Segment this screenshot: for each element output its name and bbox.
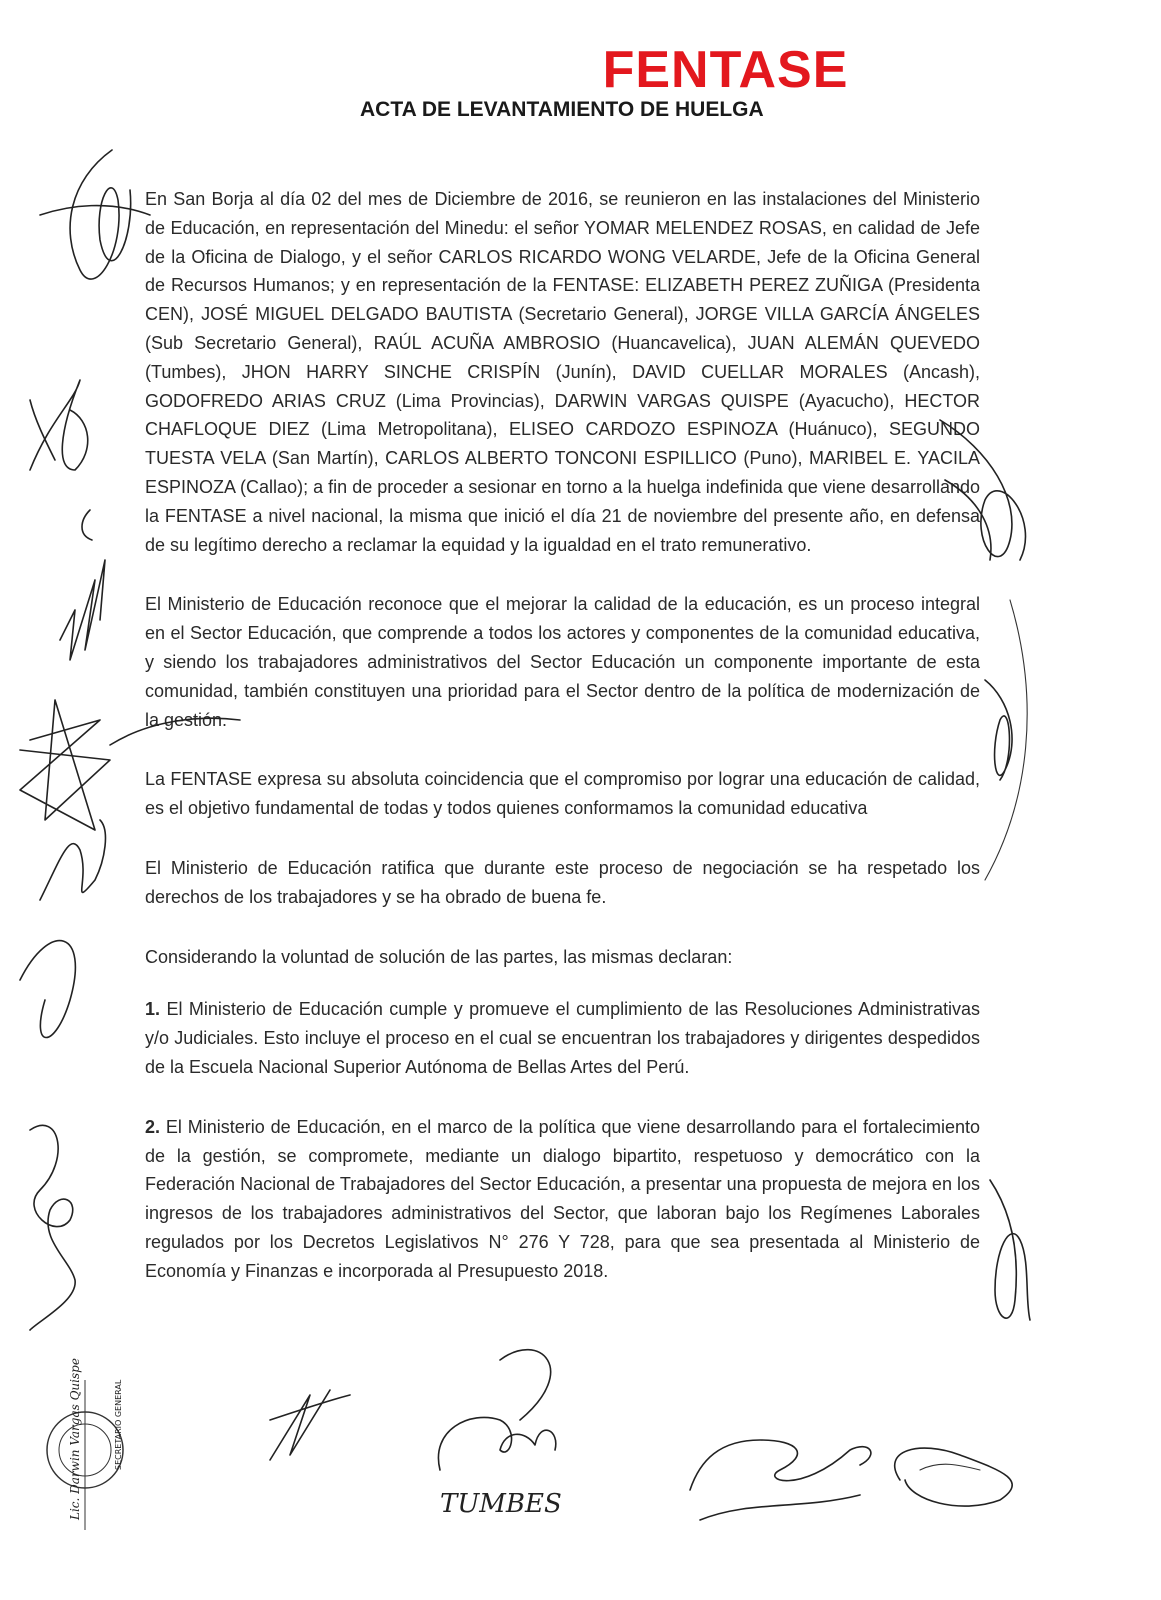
signature-bottom-2: [438, 1350, 561, 1519]
signature-left-lower: [20, 820, 105, 1038]
seal-signatory-name: Lic. Darwin Vargas Quispe: [68, 1358, 82, 1520]
signature-top-left: [40, 150, 150, 279]
paragraph-considering: Considerando la voluntad de solución de las partes, las mismas declaran:: [145, 946, 733, 967]
paragraph-intro: En San Borja al día 02 del mes de Diciembre de 2016, se reunieron en las instalaciones del Ministerio de Educación, en representación del Minedu: el señor YOMAR MELENDEZ ROSAS, en calidad de Jefe de la Oficina de Dialogo, y el señor CARLOS RICARDO WONG VELARDE, Jefe de la Oficina General de Recursos Humanos; y en representación de la FENTASE: ELIZABETH PEREZ ZUÑIGA (Presidenta CEN), JOSÉ MIGUEL DELGADO BAUTISTA (Secretario General), JORGE VILLA GARCÍA ÁNGELES (Sub Secretario General), RAÚL ACUÑA AMBROSIO (Huancavelica), JUAN ALEMÁN QUEVEDO (Tumbes), JHON HARRY SINCHE CRISPÍN (Junín), DAVID CUELLAR MORALES (Ancash), GODOFREDO ARIAS CRUZ (Lima Provincias), DARWIN VARGAS QUISPE (Ayacucho), HECTOR CHAFLOQUE DIEZ (Lima Metropolitana), ELISEO CARDOZO ESPINOZA (Huánuco), SEGUNDO TUESTA VELA (San Martín), CARLOS ALBERTO TONCONI ESPILLICO (Puno), MARIBEL E. YACILA ESPINOZA (Callao); a fin de proceder a sesionar en torno a la huelga indefinida que viene desarrollando la FENTASE a nivel nacional, la misma que inició el día 21 de noviembre del presente año, en defensa de su legítimo derecho a reclamar la equidad y la igualdad en el trato remunerativo.: [145, 189, 980, 555]
signature-bottom-1: [270, 1390, 350, 1460]
signature-bottom-3: [690, 1440, 871, 1520]
paragraph-minedu-ratifies: El Ministerio de Educación ratifica que durante este proceso de negociación se ha respetado los derechos de los trabajadores y se ha obrado de buena fe.: [145, 857, 980, 907]
signature-text-tumbes: TUMBES: [440, 1489, 562, 1519]
paragraph-fentase-expresses: La FENTASE expresa su absoluta coincidencia que el compromiso por lograr una educación de calidad, es el objetivo fundamental de todas y todos quienes conformamos la comunidad educativa: [145, 769, 980, 819]
fentase-logo: FENTASE: [602, 41, 849, 99]
signature-right-bottom: [990, 1180, 1030, 1320]
signature-bottom-4: [895, 1448, 1013, 1506]
signature-left-upper: [30, 380, 88, 470]
paragraph-minedu-recognizes: El Ministerio de Educación reconoce que el mejorar la calidad de la educación, es un proceso integral en el Sector Educación, que comprende a todos los actores y componentes de la comunidad educativa, y siendo los trabajadores administrativos del Sector Educación un componente importante de esta comunidad, también constituyen una prioridad para el Sector dentro de la política de modernización de la gestión.: [145, 594, 980, 730]
signature-left-mid: [60, 510, 105, 660]
signature-left-bottom: [30, 1125, 75, 1330]
agreement-item: [145, 1113, 980, 1286]
item-text: El Ministerio de Educación, en el marco de la política que viene desarrollando para el fortalecimiento de la gestión, se compromete, mediante un dialogo bipartito, respetuoso y democrático con la Federación Nacional de Trabajadores del Sector Educación, a presentar una propuesta de mejora en los ingresos de los trabajadores administrativos del Sector, que laboran bajo los Regímenes Laborales regulados por los Decretos Legislativos N° 276 Y 728, para que sea presentada al Ministerio de Economía y Finanzas e incorporada al Presupuesto 2018.: [145, 1116, 980, 1281]
signature-right-mid: [985, 600, 1027, 880]
agreement-item: [145, 995, 980, 1081]
document-body: [145, 185, 980, 1317]
item-number: 2.: [145, 1116, 161, 1137]
document-title: ACTA DE LEVANTAMIENTO DE HUELGA: [360, 98, 764, 121]
official-seal: [47, 1380, 123, 1530]
item-number: 1.: [145, 999, 161, 1020]
seal-signatory-role: SECRETARIO GENERAL: [114, 1379, 123, 1470]
item-text: El Ministerio de Educación cumple y promueve el cumplimiento de las Resoluciones Administrativas y/o Judiciales. Esto incluye el proceso en el cual se encuentran los trabajadores y dirigentes despedidos de la Escuela Nacional Superior Autónoma de Bellas Artes del Perú.: [145, 999, 980, 1077]
